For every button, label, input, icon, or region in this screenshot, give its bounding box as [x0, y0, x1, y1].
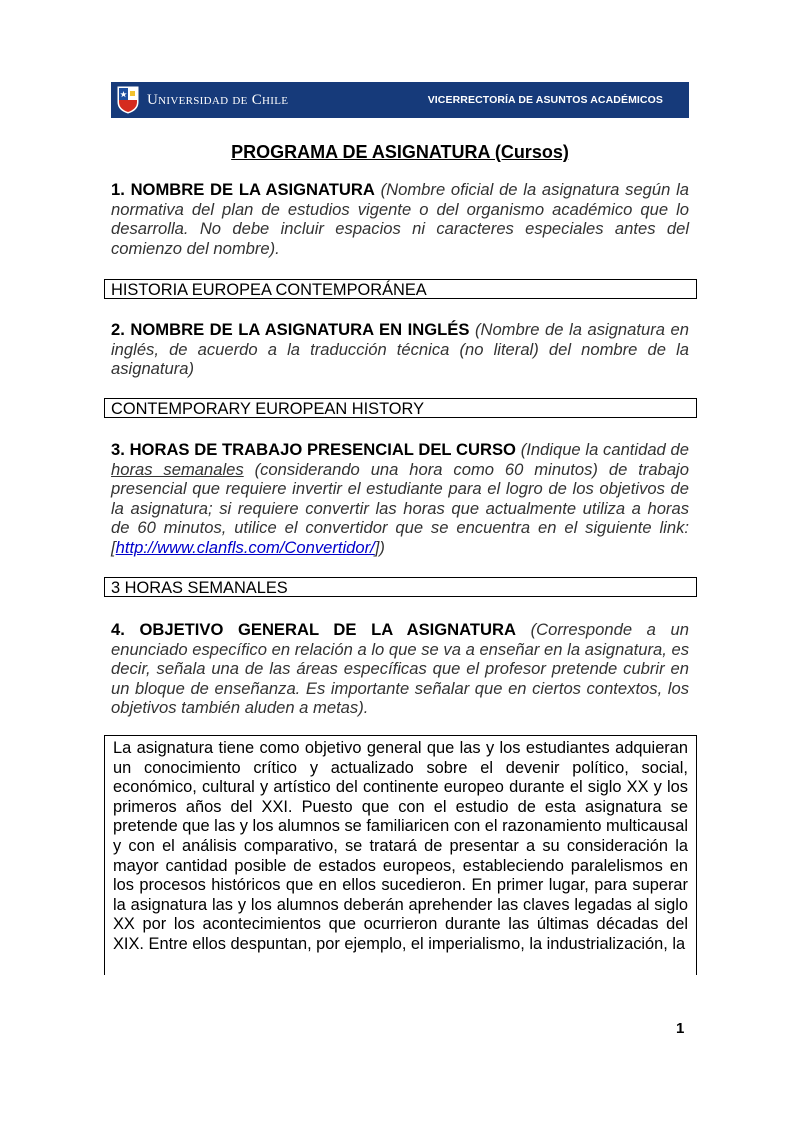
university-name: Universidad de Chile — [147, 91, 289, 108]
page-title: PROGRAMA DE ASIGNATURA (Cursos) — [231, 142, 569, 162]
section-2-heading — [111, 320, 689, 379]
vicerrectoria-label: VICERRECTORÍA DE ASUNTOS ACADÉMICOS — [427, 94, 663, 106]
header-banner — [111, 82, 689, 118]
section-3-note-b: (considerando una hora como 60 minutos) de trabajo presencial que requiere invertir el estudiante para el logro de los objetivos de la asignatura; si requiere convertir las horas que actualmente utiliza a horas de 60 minutos, utilice el convertidor que se encuentra en el siguiente link: [ — [111, 459, 689, 557]
section-2-answer-box — [104, 398, 697, 418]
section-3-answer-box — [104, 577, 697, 597]
section-4-answer: La asignatura tiene como objetivo general que las y los estudiantes adquieran un conocimiento crítico y actualizado sobre el devenir político, social, económico, cultural y artístico del continente europeo durante el siglo XX y los primeros años del XXI. Puesto que con el estudio de esta asignatura se pretende que las y los alumnos se familiaricen con el razonamiento multicausal y con el análisis comparativo, se tratará de presentar a su consideración la mayor cantidad posible de estados europeos, estableciendo paralelismos en los procesos históricos que en ellos sucedieron. En primer lugar, para superar la asignatura las y los alumnos deberán aprehender las claves legadas al siglo XX por los acontecimientos que ocurrieron durante las últimas décadas del XIX. Entre ellos despuntan, por ejemplo, el imperialismo, la industrialización, la — [113, 739, 688, 953]
section-4-heading — [111, 620, 689, 718]
section-1-title: 1. NOMBRE DE LA ASIGNATURA — [111, 180, 375, 199]
section-1-heading — [111, 180, 689, 258]
section-4-note: (Corresponde a un enunciado específico en relación a lo que se va a enseñar en la asignatura, es decir, señala una de las áreas específicas que el profesor pretende cubrir en un bloque de enseñanza. Es importante señalar que en ciertos contextos, los objetivos también aluden a metas). — [111, 620, 689, 718]
section-1-answer-box — [104, 279, 697, 299]
page-number: 1 — [676, 1020, 685, 1037]
section-4-title: 4. OBJETIVO GENERAL DE LA ASIGNATURA — [111, 620, 516, 639]
university-crest-icon — [117, 86, 139, 114]
section-2-title: 2. NOMBRE DE LA ASIGNATURA EN INGLÉS — [111, 320, 470, 339]
section-3-title: 3. HORAS DE TRABAJO PRESENCIAL DEL CURSO — [111, 440, 516, 459]
section-3-answer: 3 HORAS SEMANALES — [111, 579, 288, 597]
section-3-note-underlined: horas semanales — [111, 459, 244, 479]
section-4-answer-box — [104, 735, 697, 975]
section-1-answer: HISTORIA EUROPEA CONTEMPORÁNEA — [111, 281, 427, 299]
section-3-note-a: (Indique la cantidad de — [520, 440, 689, 459]
section-1-note: (Nombre oficial de la asignatura según la normativa del plan de estudios vigente o del organismo académico que lo desarrolla. No debe incluir espacios ni caracteres especiales antes del comienzo del nombre). — [111, 180, 690, 258]
convertidor-link[interactable]: http://www.clanfls.com/Convertidor/ — [115, 537, 375, 557]
section-2-answer: CONTEMPORARY EUROPEAN HISTORY — [111, 400, 425, 418]
section-3-heading — [111, 440, 689, 558]
section-2-note: (Nombre de la asignatura en inglés, de acuerdo a la traducción técnica (no literal) del nombre de la asignatura) — [111, 320, 689, 379]
section-3-note-c: ]) — [374, 537, 385, 557]
